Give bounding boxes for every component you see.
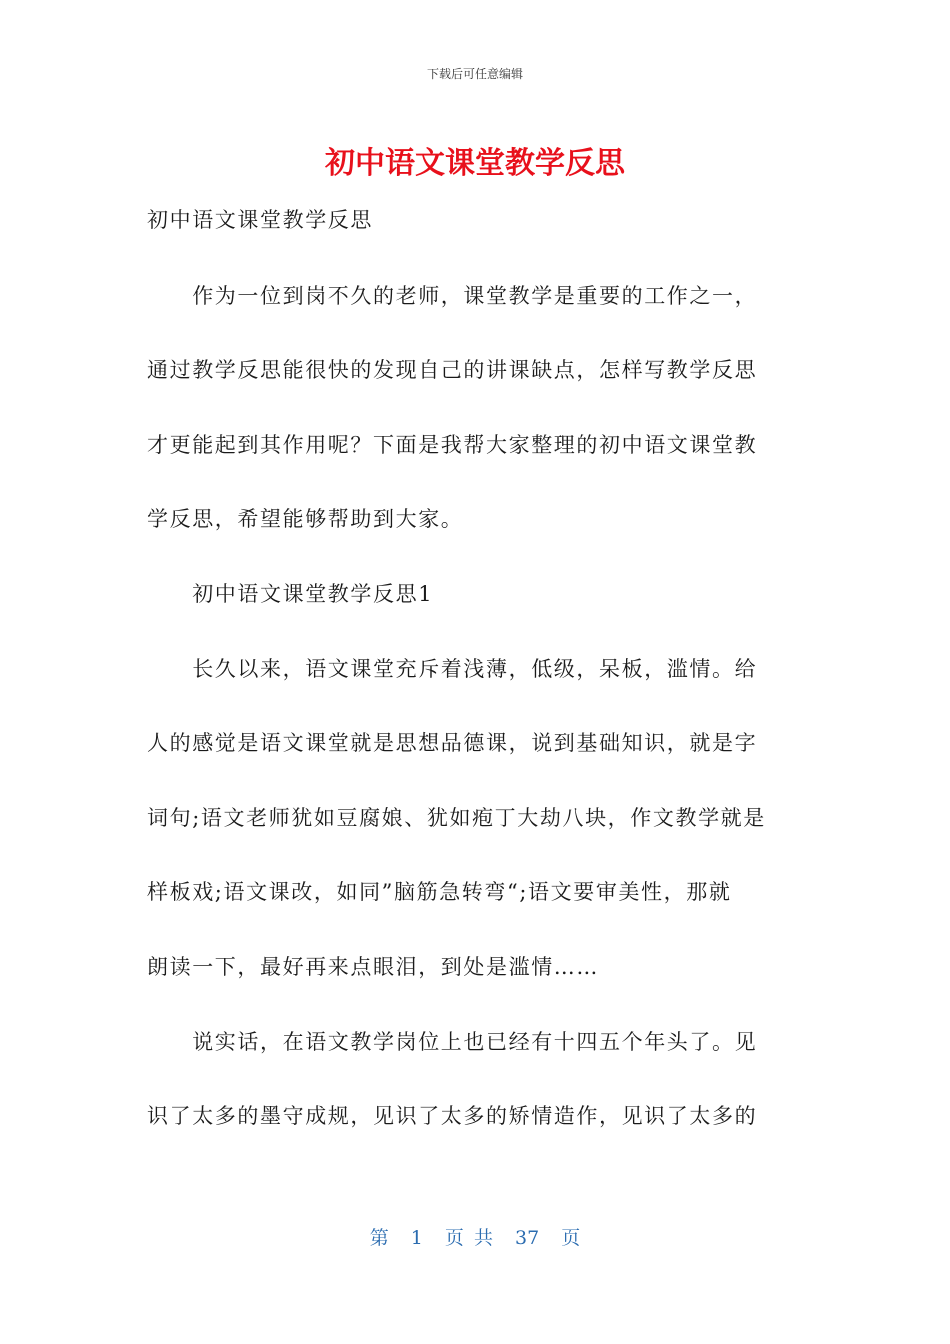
- page-header-note: 下载后可任意编辑: [426, 67, 523, 81]
- body-line-3: 通过教学反思能很快的发现自己的讲课缺点，怎样写教学反思: [147, 358, 758, 382]
- footer-suffix: 页: [561, 1227, 581, 1249]
- footer-prefix: 第: [369, 1227, 389, 1249]
- body-line-9: 词句;语文老师犹如豆腐娘、犹如疱丁大劫八块，作文教学就是: [147, 806, 766, 830]
- footer-total-pages: 37: [515, 1227, 540, 1249]
- footer-mid: 页 共: [444, 1227, 493, 1249]
- section-heading-1: 初中语文课堂教学反思1: [147, 582, 434, 606]
- body-line-1: 初中语文课堂教学反思: [147, 208, 373, 232]
- body-line-8: 人的感觉是语文课堂就是思想品德课，说到基础知识，就是字: [147, 731, 758, 755]
- page-footer: [0, 1225, 950, 1251]
- body-line-5: 学反思，希望能够帮助到大家。: [147, 507, 464, 531]
- body-line-4: 才更能起到其作用呢？下面是我帮大家整理的初中语文课堂教: [147, 433, 758, 457]
- footer-page-number: 1: [410, 1227, 423, 1249]
- body-line-13: 识了太多的墨守成规，见识了太多的矫情造作，见识了太多的: [147, 1104, 758, 1128]
- body-line-7: 长久以来，语文课堂充斥着浅薄，低级，呆板，滥情。给: [147, 657, 758, 681]
- body-line-11: 朗读一下，最好再来点眼泪，到处是滥情……: [147, 955, 599, 979]
- body-line-10: 样板戏;语文课改，如同”脑筋急转弯“;语文要审美性，那就: [147, 880, 732, 904]
- document-title: 初中语文课堂教学反思: [325, 146, 625, 181]
- body-line-12: 说实话，在语文教学岗位上也已经有十四五个年头了。见: [147, 1030, 758, 1054]
- body-line-2: 作为一位到岗不久的老师，课堂教学是重要的工作之一，: [147, 284, 758, 308]
